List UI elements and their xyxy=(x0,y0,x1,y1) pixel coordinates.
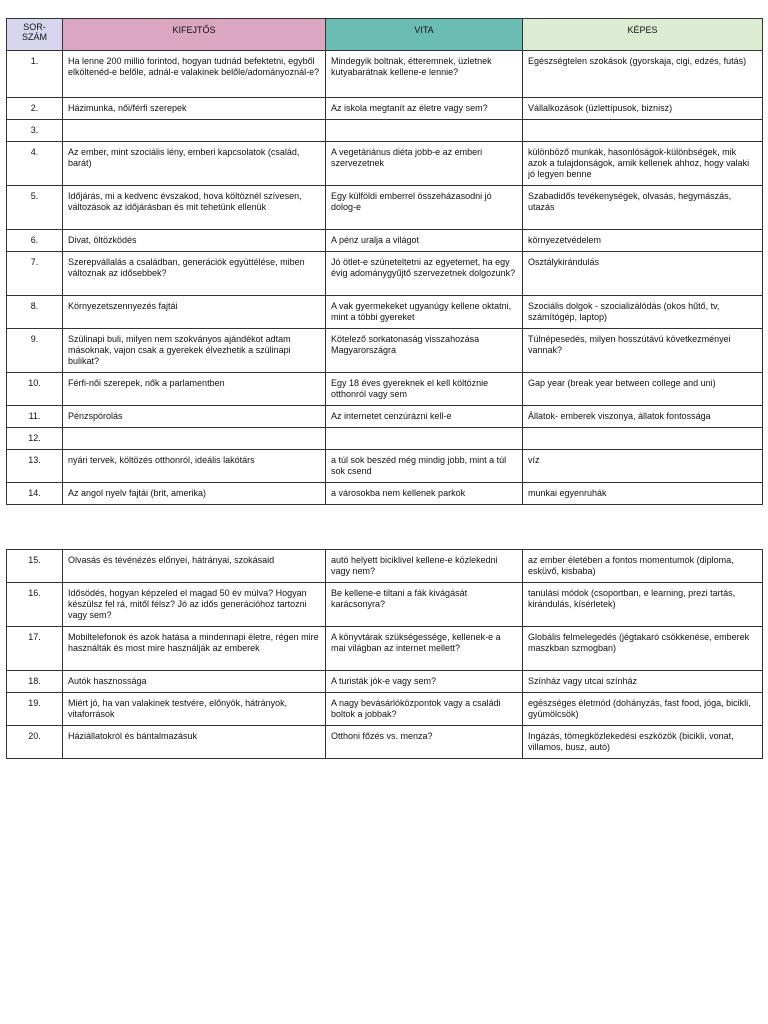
header-num xyxy=(7,19,63,51)
kepes-cell: Túlnépesedés, milyen hosszútávú következményei vannak? xyxy=(523,329,763,373)
kifejtos-cell: Szülinapi buli, milyen nem szokványos ajándékot adtam másoknak, vajon csak a gyerekek élvezhetik a szülinapi bulikat? xyxy=(63,329,326,373)
kifejtos-cell xyxy=(63,428,326,450)
table-row xyxy=(7,186,763,230)
table-row xyxy=(7,671,763,693)
table-row xyxy=(7,450,763,483)
row-number: 7. xyxy=(7,252,63,296)
table-row xyxy=(7,483,763,505)
kifejtos-cell: Miért jó, ha van valakinek testvére, előnyök, hátrányok, vitaforrások xyxy=(63,693,326,726)
table-row xyxy=(7,693,763,726)
kifejtos-cell: Autók hasznossága xyxy=(63,671,326,693)
vita-cell: A vak gyermekeket ugyanúgy kellene oktatni, mint a többi gyereket xyxy=(326,296,523,329)
table-row xyxy=(7,583,763,627)
row-number: 18. xyxy=(7,671,63,693)
kepes-cell: Gap year (break year between college and uni) xyxy=(523,373,763,406)
header-num-line1: SOR- xyxy=(23,22,46,32)
vita-cell xyxy=(326,120,523,142)
table-row xyxy=(7,252,763,296)
table-row xyxy=(7,373,763,406)
vita-cell: Be kellene-e tiltani a fák kivágását karácsonyra? xyxy=(326,583,523,627)
kifejtos-cell: Az ember, mint szociális lény, emberi kapcsolatok (család, barát) xyxy=(63,142,326,186)
kepes-cell: környezetvédelem xyxy=(523,230,763,252)
vita-cell: A nagy bevásárlóközpontok vagy a családi boltok a jobbak? xyxy=(326,693,523,726)
row-number: 13. xyxy=(7,450,63,483)
vita-cell: a túl sok beszéd még mindig jobb, mint a túl sok csend xyxy=(326,450,523,483)
vita-cell: autó helyett biciklivel kellene-e közlekedni vagy nem? xyxy=(326,550,523,583)
header-kifejtos: KIFEJTŐS xyxy=(63,19,326,51)
vita-cell xyxy=(326,428,523,450)
row-number: 5. xyxy=(7,186,63,230)
row-number: 3. xyxy=(7,120,63,142)
kepes-cell: Vállalkozások (üzlettípusok, biznisz) xyxy=(523,98,763,120)
kifejtos-cell: Szerepvállalás a családban, generációk együttélése, miben változnak az idősebbek? xyxy=(63,252,326,296)
kepes-cell: víz xyxy=(523,450,763,483)
row-number: 12. xyxy=(7,428,63,450)
row-number: 11. xyxy=(7,406,63,428)
row-number: 19. xyxy=(7,693,63,726)
kifejtos-cell: Az angol nyelv fajtái (brit, amerika) xyxy=(63,483,326,505)
kepes-cell: Egészségtelen szokások (gyorskaja, cigi, edzés, futás) xyxy=(523,51,763,98)
table-row xyxy=(7,550,763,583)
kepes-cell: egészséges életmód (dohányzás, fast food, jóga, bicikli, gyümölcsök) xyxy=(523,693,763,726)
topics-table-2 xyxy=(6,549,763,759)
row-number: 16. xyxy=(7,583,63,627)
kifejtos-cell: Háziállatokról és bántalmazásuk xyxy=(63,726,326,759)
row-number: 10. xyxy=(7,373,63,406)
table-row xyxy=(7,406,763,428)
vita-cell: Jó ötlet-e szüneteltetni az egyetemet, ha egy évig adománygyűjtő szervezetnek dolgozunk? xyxy=(326,252,523,296)
kepes-cell: különböző munkák, hasonlóságok-különbségek, mik azok a tulajdonságok, amik kellenek ahhoz, hogy valaki jó legyen benne xyxy=(523,142,763,186)
row-number: 8. xyxy=(7,296,63,329)
table-row xyxy=(7,142,763,186)
kifejtos-cell: nyári tervek, költözés otthonról, ideális lakótárs xyxy=(63,450,326,483)
vita-cell: Kötelező sorkatonaság visszahozása Magyarországra xyxy=(326,329,523,373)
kepes-cell: munkai egyenruhák xyxy=(523,483,763,505)
header-vita: VITA xyxy=(326,19,523,51)
table-row xyxy=(7,726,763,759)
kepes-cell: Szociális dolgok - szocializálódás (okos hűtő, tv, számítógép, laptop) xyxy=(523,296,763,329)
row-number: 17. xyxy=(7,627,63,671)
kifejtos-cell: Időjárás, mi a kedvenc évszakod, hova költöznél szívesen, változások az időjárásban és mit tehetünk ellenük xyxy=(63,186,326,230)
row-number: 9. xyxy=(7,329,63,373)
kifejtos-cell xyxy=(63,120,326,142)
table-row xyxy=(7,329,763,373)
vita-cell: Az iskola megtanít az életre vagy sem? xyxy=(326,98,523,120)
table-row xyxy=(7,296,763,329)
table-row xyxy=(7,51,763,98)
vita-cell: A turisták jók-e vagy sem? xyxy=(326,671,523,693)
row-number: 15. xyxy=(7,550,63,583)
kepes-cell: Színház vagy utcai színház xyxy=(523,671,763,693)
kepes-cell: Globális felmelegedés (jégtakaró csökkenése, emberek maszkban szmogban) xyxy=(523,627,763,671)
table-row xyxy=(7,98,763,120)
vita-cell: Otthoni főzés vs. menza? xyxy=(326,726,523,759)
vita-cell: Egy külföldi emberrel összeházasodni jó dolog-e xyxy=(326,186,523,230)
kepes-cell: tanulási módok (csoportban, e learning, prezi tartás, kirándulás, kísérletek) xyxy=(523,583,763,627)
kifejtos-cell: Idősödés, hogyan képzeled el magad 50 év múlva? Hogyan készülsz fel rá, mitől félsz? Jó az idős generációhoz tartozni vagy sem? xyxy=(63,583,326,627)
table-row xyxy=(7,428,763,450)
row-number: 2. xyxy=(7,98,63,120)
vita-cell: A vegetáriánus diéta jobb-e az emberi szervezetnek xyxy=(326,142,523,186)
table-row xyxy=(7,230,763,252)
kifejtos-cell: Férfi-női szerepek, nők a parlamentben xyxy=(63,373,326,406)
header-kepes: KÉPES xyxy=(523,19,763,51)
vita-cell: A pénz uralja a világot xyxy=(326,230,523,252)
kifejtos-cell: Házimunka, női/férfi szerepek xyxy=(63,98,326,120)
row-number: 14. xyxy=(7,483,63,505)
topics-table-1 xyxy=(6,18,763,505)
vita-cell: Mindegyik boltnak, étteremnek, üzletnek kutyabarátnak kellene-e lennie? xyxy=(326,51,523,98)
kifejtos-cell: Divat, öltözködés xyxy=(63,230,326,252)
vita-cell: Az internetet cenzúrázni kell-e xyxy=(326,406,523,428)
kepes-cell: Szabadidős tevékenységek, olvasás, hegymászás, utazás xyxy=(523,186,763,230)
row-number: 6. xyxy=(7,230,63,252)
row-number: 1. xyxy=(7,51,63,98)
vita-cell: A könyvtárak szükségessége, kellenek-e a mai világban az internet mellett? xyxy=(326,627,523,671)
kepes-cell: Osztálykirándulás xyxy=(523,252,763,296)
table-row xyxy=(7,627,763,671)
vita-cell: a városokba nem kellenek parkok xyxy=(326,483,523,505)
kepes-cell xyxy=(523,428,763,450)
kifejtos-cell: Környezetszennyezés fajtái xyxy=(63,296,326,329)
row-number: 20. xyxy=(7,726,63,759)
header-num-line2: SZÁM xyxy=(21,32,47,42)
kifejtos-cell: Pénzspórolás xyxy=(63,406,326,428)
kepes-cell xyxy=(523,120,763,142)
kifejtos-cell: Olvasás és tévénézés előnyei, hátrányai, szokásaid xyxy=(63,550,326,583)
kifejtos-cell: Mobiltelefonok és azok hatása a mindennapi életre, régen mire használták és most mire használják az emberek xyxy=(63,627,326,671)
table-row xyxy=(7,120,763,142)
header-row xyxy=(7,19,763,51)
kepes-cell: az ember életében a fontos momentumok (diploma, esküvő, kisbaba) xyxy=(523,550,763,583)
row-number: 4. xyxy=(7,142,63,186)
vita-cell: Egy 18 éves gyereknek el kell költöznie otthonról vagy sem xyxy=(326,373,523,406)
kifejtos-cell: Ha lenne 200 millió forintod, hogyan tudnád befektetni, egyből elköltenéd-e belőle, adnál-e valakinek belőle/adományoznál-e? xyxy=(63,51,326,98)
kepes-cell: Állatok- emberek viszonya, állatok fontossága xyxy=(523,406,763,428)
kepes-cell: Ingázás, tömegközlekedési eszközök (bicikli, vonat, villamos, busz, autó) xyxy=(523,726,763,759)
